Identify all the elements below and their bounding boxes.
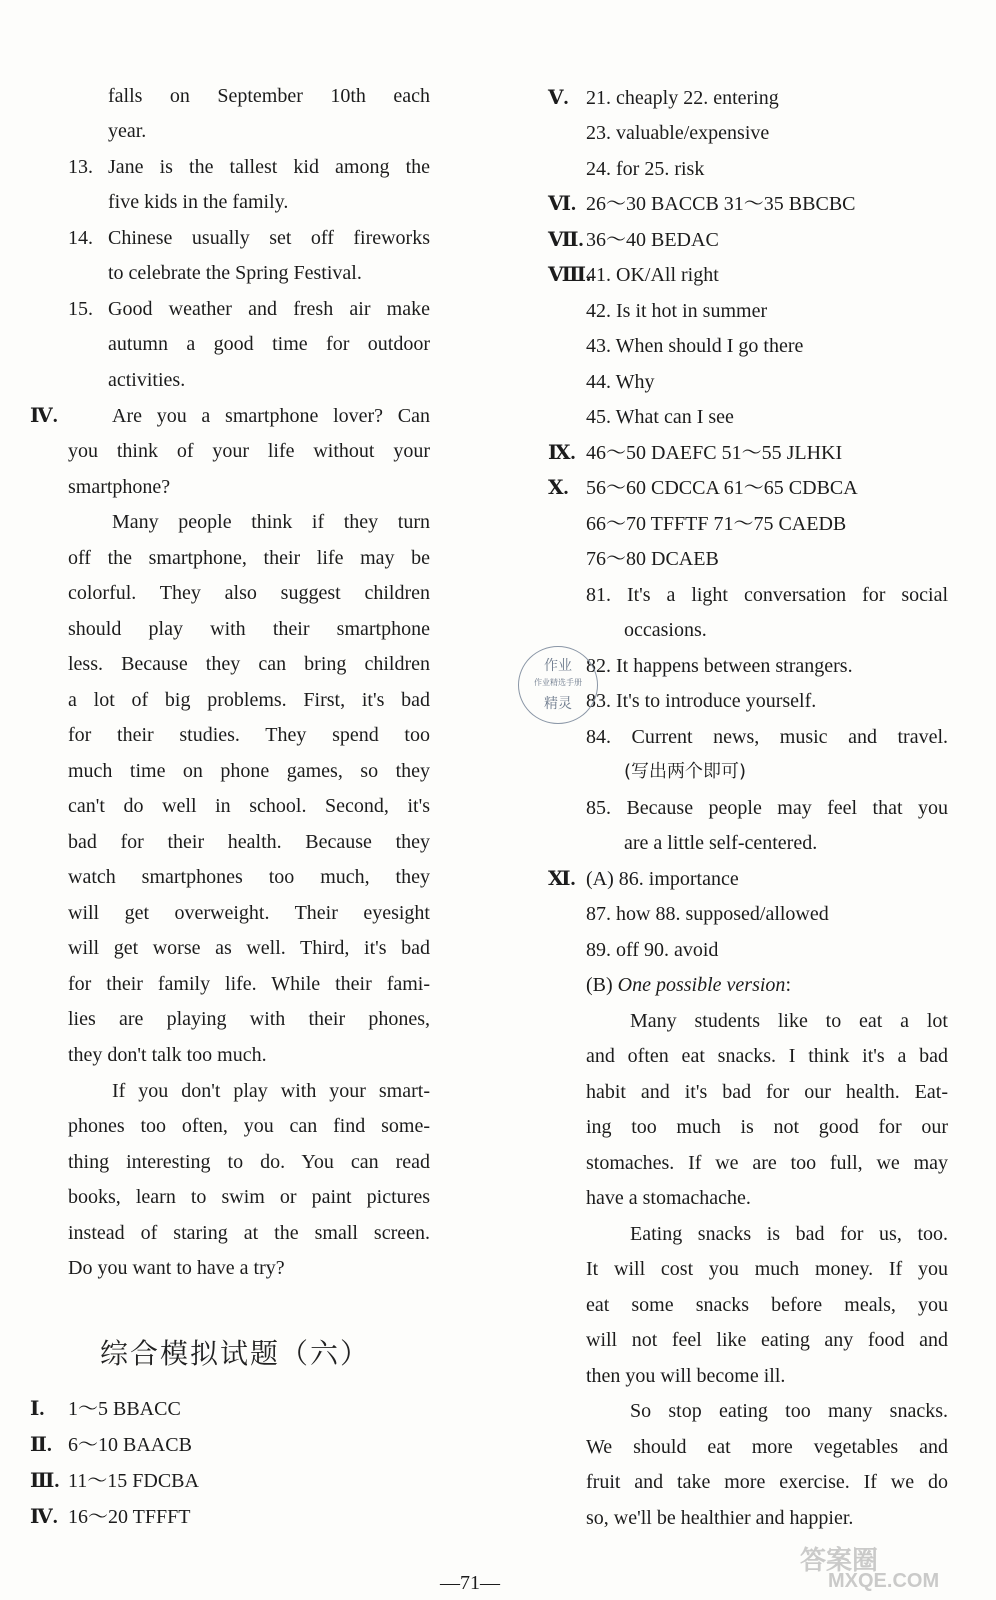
- section-x-label: Ⅹ.: [548, 477, 569, 499]
- site-watermark: [770, 1540, 990, 1596]
- vi-text: 26～30 BACCB 31～35 BBCBC: [586, 193, 856, 215]
- q84-line-1: 84. Current news, music and travel.: [586, 726, 948, 748]
- iv-p2-line-3: colorful. They also suggest children: [68, 582, 430, 604]
- ans-iii-label: Ⅲ.: [30, 1470, 60, 1492]
- iv-p2-line-12: will get overweight. Their eyesight: [68, 902, 430, 924]
- ans-iv-text: 16～20 TFFFT: [68, 1506, 191, 1528]
- xi-line-2: 87. how 88. supposed/allowed: [586, 903, 829, 925]
- essay-p2-line-5: then you will become ill.: [586, 1365, 786, 1387]
- iv-p2-line-14: for their family life. While their fami-: [68, 973, 430, 995]
- stamp-top-text: 作业: [544, 659, 572, 674]
- essay-p3-line-3: fruit and take more exercise. If we do: [586, 1471, 948, 1493]
- q15-line-3: activities.: [108, 369, 186, 391]
- iv-p2-line-8: much time on phone games, so they: [68, 760, 430, 782]
- section-title: 综合模拟试题（六）: [100, 1339, 371, 1370]
- ans-i-text: 1～5 BBACC: [68, 1398, 181, 1420]
- iv-p3-line-1: If you don't play with your smart-: [112, 1080, 430, 1102]
- section-ix-label: Ⅸ.: [548, 442, 576, 464]
- homework-stamp: [518, 646, 598, 724]
- x-line-3: 76～80 DCAEB: [586, 548, 719, 570]
- q12-line-1: falls on September 10th each: [108, 85, 430, 107]
- q83-text: 83. It's to introduce yourself.: [586, 690, 817, 712]
- v-line-3: 24. for 25. risk: [586, 158, 705, 180]
- stamp-bottom-text: 精灵: [544, 697, 572, 712]
- q15-number: 15.: [68, 298, 93, 320]
- watermark-line-1: 答案圈: [800, 1545, 879, 1575]
- ans-ii-text: 6～10 BAACB: [68, 1434, 192, 1456]
- iv-p3-line-3: thing interesting to do. You can read: [68, 1151, 430, 1173]
- q14-line-2: to celebrate the Spring Festival.: [108, 262, 362, 284]
- viii-line-4: 44. Why: [586, 371, 655, 393]
- section-vii-label: Ⅶ.: [548, 229, 584, 251]
- iv-p2-line-15: lies are playing with their phones,: [68, 1008, 430, 1030]
- vii-text: 36～40 BEDAC: [586, 229, 719, 251]
- iv-p3-line-2: phones too often, you can find some-: [68, 1115, 430, 1137]
- q13-number: 13.: [68, 156, 93, 178]
- essay-p1-line-4: ing too much is not good for our: [586, 1116, 948, 1138]
- essay-p2-line-1: Eating snacks is bad for us, too.: [630, 1223, 948, 1245]
- watermark-line-2: MXQE.COM: [828, 1570, 940, 1592]
- section-vi-label: Ⅵ.: [548, 193, 576, 215]
- essay-p3-line-4: so, we'll be healthier and happier.: [586, 1507, 854, 1529]
- page-number: —71—: [440, 1572, 500, 1594]
- v-line-1: 21. cheaply 22. entering: [586, 87, 779, 109]
- q14-number: 14.: [68, 227, 93, 249]
- iv-p2-line-4: should play with their smartphone: [68, 618, 430, 640]
- xi-line-3: 89. off 90. avoid: [586, 939, 719, 961]
- essay-p2-line-4: will not feel like eating any food and: [586, 1329, 948, 1351]
- q13-line-1: Jane is the tallest kid among the: [108, 156, 430, 178]
- q15-line-1: Good weather and fresh air make: [108, 298, 430, 320]
- essay-p3-line-1: So stop eating too many snacks.: [630, 1400, 948, 1422]
- stamp-middle-text: 作业精选手册: [534, 678, 582, 687]
- q14-line-1: Chinese usually set off fireworks: [108, 227, 430, 249]
- iv-p2-line-1: Many people think if they turn: [112, 511, 430, 533]
- section-iv-label: Ⅳ.: [30, 405, 58, 427]
- xi-line-1: (A) 86. importance: [586, 868, 739, 890]
- q13-line-2: five kids in the family.: [108, 191, 289, 213]
- ans-iv-label: Ⅳ.: [30, 1506, 58, 1528]
- iv-p1-line-1: Are you a smartphone lover? Can: [112, 405, 430, 427]
- iv-p2-line-7: for their studies. They spend too: [68, 724, 430, 746]
- iv-p3-line-5: instead of staring at the small screen.: [68, 1222, 430, 1244]
- x-line-2: 66～70 TFFTF 71～75 CAEDB: [586, 513, 847, 535]
- iv-p2-line-10: bad for their health. Because they: [68, 831, 430, 853]
- q82-text: 82. It happens between strangers.: [586, 655, 853, 677]
- essay-p1-line-3: habit and it's bad for our health. Eat-: [586, 1081, 948, 1103]
- xi-b-colon: :: [785, 974, 791, 996]
- iv-p3-line-6: Do you want to have a try?: [68, 1257, 285, 1279]
- section-viii-label: Ⅷ.: [548, 264, 591, 286]
- ans-ii-label: Ⅱ.: [30, 1434, 52, 1456]
- iv-p1-line-3: smartphone?: [68, 476, 171, 498]
- iv-p3-line-4: books, learn to swim or paint pictures: [68, 1186, 430, 1208]
- iv-p2-line-2: off the smartphone, their life may be: [68, 547, 430, 569]
- v-line-2: 23. valuable/expensive: [586, 122, 770, 144]
- essay-p1-line-5: stomaches. If we are too full, we may: [586, 1152, 948, 1174]
- viii-line-3: 43. When should I go there: [586, 335, 804, 357]
- section-xi-label: Ⅺ.: [548, 868, 576, 890]
- xi-b-prefix: (B): [586, 974, 618, 996]
- iv-p2-line-13: will get worse as well. Third, it's bad: [68, 937, 430, 959]
- xi-b-heading: [586, 971, 791, 999]
- xi-b-italic: One possible version: [617, 974, 786, 996]
- ans-iii-text: 11～15 FDCBA: [68, 1470, 199, 1492]
- iv-p2-line-16: they don't talk too much.: [68, 1044, 267, 1066]
- viii-line-1: 41. OK/All right: [586, 264, 719, 286]
- q81-line-1: 81. It's a light conversation for social: [586, 584, 948, 606]
- iv-p2-line-9: can't do well in school. Second, it's: [68, 795, 430, 817]
- ans-i-label: Ⅰ.: [30, 1398, 45, 1420]
- iv-p2-line-5: less. Because they can bring children: [68, 653, 430, 675]
- iv-p1-line-2: you think of your life without your: [68, 440, 430, 462]
- ix-text: 46～50 DAEFC 51～55 JLHKI: [586, 442, 843, 464]
- q85-line-2: are a little self-centered.: [624, 832, 818, 854]
- q84-line-2: (写出两个即可): [624, 761, 747, 782]
- q85-line-1: 85. Because people may feel that you: [586, 797, 948, 819]
- essay-p1-line-2: and often eat snacks. I think it's a bad: [586, 1045, 948, 1067]
- iv-p2-line-6: a lot of big problems. First, it's bad: [68, 689, 430, 711]
- q15-line-2: autumn a good time for outdoor: [108, 333, 430, 355]
- essay-p2-line-3: eat some snacks before meals, you: [586, 1294, 948, 1316]
- viii-line-5: 45. What can I see: [586, 406, 734, 428]
- essay-p3-line-2: We should eat more vegetables and: [586, 1436, 948, 1458]
- q81-line-2: occasions.: [624, 619, 707, 641]
- essay-p1-line-1: Many students like to eat a lot: [630, 1010, 948, 1032]
- q12-line-2: year.: [108, 120, 147, 142]
- section-v-label: Ⅴ.: [548, 87, 569, 109]
- viii-line-2: 42. Is it hot in summer: [586, 300, 768, 322]
- essay-p2-line-2: It will cost you much money. If you: [586, 1258, 948, 1280]
- x-line-1: 56～60 CDCCA 61～65 CDBCA: [586, 477, 858, 499]
- iv-p2-line-11: watch smartphones too much, they: [68, 866, 430, 888]
- essay-p1-line-6: have a stomachache.: [586, 1187, 751, 1209]
